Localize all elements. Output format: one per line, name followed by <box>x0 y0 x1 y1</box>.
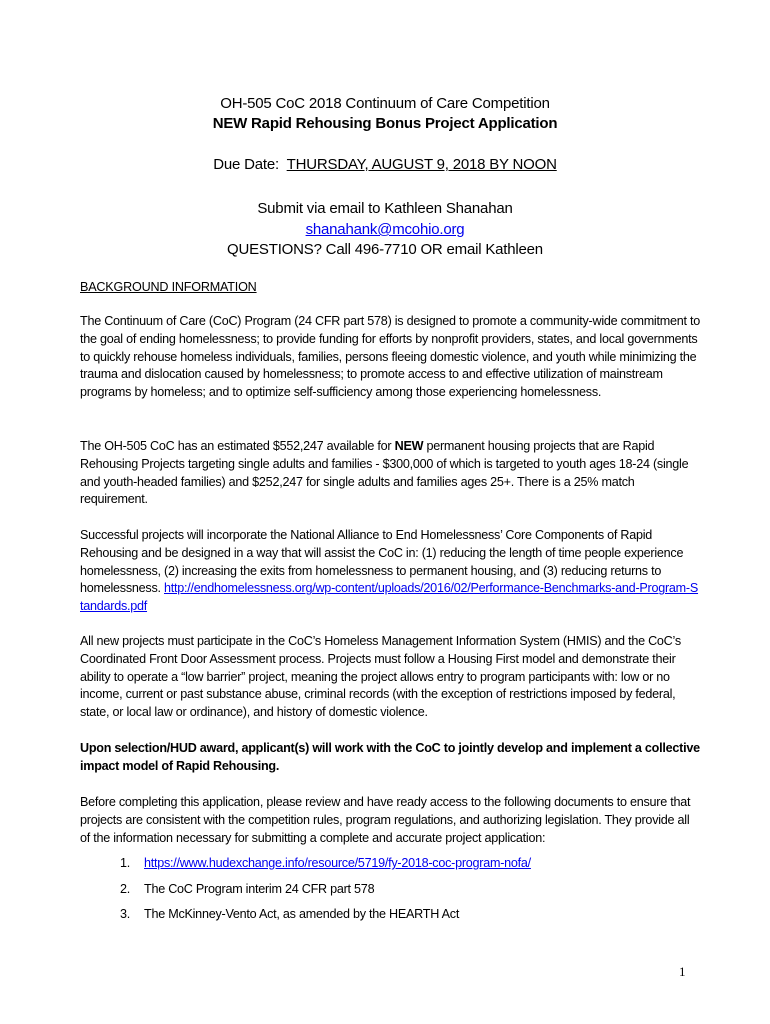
paragraph-2-start: The OH-505 CoC has an estimated $552,247 available for <box>80 439 395 453</box>
email-line <box>0 220 770 240</box>
list-item <box>0 855 770 873</box>
list-item-number: 2. <box>120 882 131 896</box>
background-paragraph-5: Upon selection/HUD award, applicant(s) will work with the CoC to jointly develop and implement a collective impact model of Rapid Rehousing. <box>80 741 700 773</box>
header-title-line: OH-505 CoC 2018 Continuum of Care Competition <box>220 95 550 112</box>
list-item-text: The CoC Program interim 24 CFR part 578 <box>144 882 375 896</box>
submit-line: Submit via email to Kathleen Shanahan <box>257 200 513 217</box>
background-paragraph-3 <box>80 527 700 616</box>
hudexchange-nofa-link[interactable]: https://www.hudexchange.info/resource/5719/fy-2018-coc-program-nofa/ <box>144 856 531 870</box>
due-date-value: THURSDAY, AUGUST 9, 2018 BY NOON <box>286 156 557 173</box>
due-date-label: Due Date: <box>213 156 279 173</box>
background-paragraph-2 <box>80 438 700 509</box>
list-item-number: 1. <box>120 856 131 870</box>
paragraph-2-end: permanent housing projects that are Rapid Rehousing Projects targeting single adults and families - $300,000 of which is targeted to youth ages 18-24 (single and youth-headed families) and $252,247 for single adults and families ages 25+. There is a 25% match requirement. <box>80 439 689 507</box>
paragraph-3-text: Successful projects will incorporate the National Alliance to End Homelessness’ Core Components of Rapid Rehousing and be designed in a way that will assist the CoC in: (1) reducing the length of time people experience homelessness, (2) increasing the exits from homelessness to permanent housing, and (3) reducing returns to homelessness. <box>80 528 684 596</box>
header-application-title: NEW Rapid Rehousing Bonus Project Application <box>212 115 558 132</box>
email-link[interactable]: shanahank@mcohio.org <box>305 221 465 238</box>
list-item-number: 3. <box>120 907 131 921</box>
list-item <box>0 881 770 899</box>
background-paragraph-6: Before completing this application, please review and have ready access to the following documents to ensure that projects are consistent with the competition rules, program regulations, and authorizing legislation. They provide all of the information necessary for submitting a complete and accurate project application: <box>80 795 691 845</box>
background-paragraph-4: All new projects must participate in the CoC’s Homeless Management Information System (HMIS) and the CoC’s Coordinated Front Door Assessment process. Projects must follow a Housing First model and demonstrate their ability to operate a “low barrier” project, meaning the project allows entry to program participants with: low or no income, current or past substance abuse, criminal records (with the exception of restrictions imposed by federal, state, or local law or ordinance), and history of domestic violence. <box>80 634 681 720</box>
paragraph-2-new-emphasis: NEW <box>394 439 424 453</box>
background-section-title: BACKGROUND INFORMATION <box>80 280 257 294</box>
due-date-line <box>0 155 770 175</box>
page-number: 1 <box>679 964 686 979</box>
list-item <box>0 906 770 924</box>
questions-line: QUESTIONS? Call 496-7710 OR email Kathleen <box>227 241 543 258</box>
list-item-text: The McKinney-Vento Act, as amended by the HEARTH Act <box>144 907 460 921</box>
background-paragraph-1: The Continuum of Care (CoC) Program (24 CFR part 578) is designed to promote a community-wide commitment to the goal of ending homelessness; to provide funding for efforts by nonprofit providers, states, and local governments to quickly rehouse homeless individuals, families, persons fleeing domestic violence, and youth while minimizing the trauma and dislocation caused by homelessness; to promote access to and effective utilization of mainstream programs by homeless; and to optimize self-sufficiency among those experiencing homelessness. <box>80 314 700 400</box>
benchmarks-link[interactable]: http://endhomelessness.org/wp-content/uploads/2016/02/Performance-Benchmarks-and-Program-Standards.pdf <box>80 581 699 614</box>
